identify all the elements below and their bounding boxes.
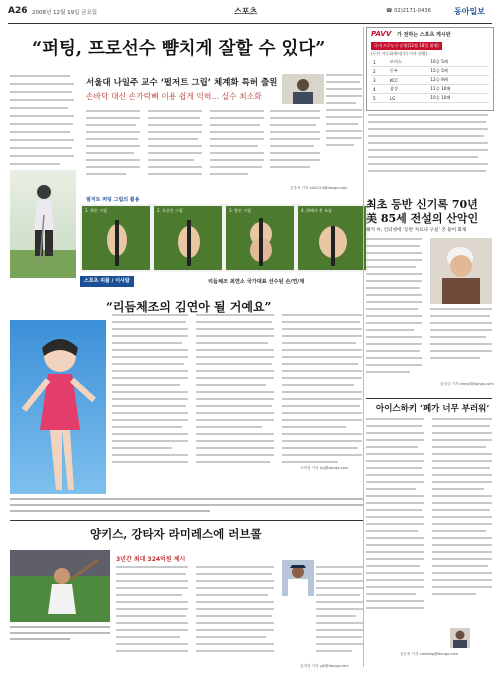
climber-byline: 김성규 기자 kimsk@donga.com bbox=[440, 382, 494, 386]
golfer-photo bbox=[10, 170, 76, 278]
yankees-subhead: 3년간 최대 324억원 제시 bbox=[116, 556, 186, 563]
standings-cell: 4 bbox=[373, 86, 376, 92]
standings-cell: 5 bbox=[373, 95, 376, 101]
golf-byline: 김종석 기자 kjs0123@donga.com bbox=[290, 186, 348, 190]
standings-cell: 15승 5패 bbox=[430, 68, 448, 73]
ad-table-title: 국내 프로농구 순위(12월 18일 현재) bbox=[371, 42, 442, 50]
baseball-caption bbox=[10, 626, 110, 646]
interview-banner bbox=[80, 276, 362, 287]
climber-top-text bbox=[368, 114, 488, 194]
gymnast-caption bbox=[10, 498, 364, 516]
ad-table-sub: (두산 자동화제어(주) 이자 현황) bbox=[371, 51, 428, 56]
page-number: A26 bbox=[8, 6, 28, 16]
interview-byline: 고연정 기자 kyj@donga.com bbox=[300, 466, 349, 470]
section-title: 스포츠 bbox=[234, 7, 258, 16]
standings-cell: 삼성 bbox=[389, 86, 398, 91]
standings-cell: LG bbox=[389, 95, 396, 101]
yankees-body bbox=[116, 566, 364, 662]
grip-step-1: 1. 왼손 그립 bbox=[82, 206, 150, 270]
gymnast-photo bbox=[10, 320, 106, 494]
newspaper-logo: 동아일보 bbox=[454, 6, 485, 16]
yankees-byline: 유지현 기자 yjh@donga.com bbox=[300, 664, 349, 668]
grip-step-2: 2. 오른손 그립 bbox=[154, 206, 222, 270]
standings-cell: 모비스 bbox=[389, 59, 402, 64]
golf-headline: “퍼팅, 프로선수 뺨치게 잘할 수 있다” bbox=[32, 39, 326, 59]
ice-headline: 아이스하키 ‘페가 너무 부러워’ bbox=[376, 404, 490, 414]
interview-badge: 스포츠 피플 / 이사람 bbox=[80, 276, 134, 287]
ice-body bbox=[366, 418, 492, 638]
standings-cell: 10승 10패 bbox=[430, 95, 451, 100]
standings-table bbox=[371, 58, 489, 103]
standings-cell: 16승 5패 bbox=[430, 59, 448, 64]
standings-cell: KCC bbox=[389, 77, 399, 83]
ice-byline: 김동욱 기자 creating@donga.com bbox=[400, 652, 459, 656]
yankees-headline: 양키스, 강타자 라미레스에 러브콜 bbox=[90, 527, 262, 541]
grip-step-3: 3. 양손 그립 bbox=[226, 206, 294, 270]
golf-article-body bbox=[86, 110, 264, 210]
climber-headline: 최초 등반 신기록 70년 bbox=[366, 198, 478, 211]
page-header bbox=[8, 5, 492, 24]
ice-reporter-photo bbox=[450, 628, 470, 648]
professor-photo bbox=[282, 74, 324, 104]
standings-cell: 12승 9패 bbox=[430, 77, 448, 82]
contact-phone: ☎ 02)2171-0436 bbox=[386, 8, 432, 14]
standings-cell: 동부 bbox=[389, 68, 398, 73]
sports-board-ad bbox=[366, 27, 494, 111]
baseball-photo bbox=[10, 550, 110, 622]
bottom-divider bbox=[10, 520, 364, 521]
standings-row bbox=[371, 85, 489, 94]
ad-tagline: 가 전하는 스포츠 게시판 bbox=[397, 32, 451, 38]
climber-body-right bbox=[430, 308, 492, 378]
standings-row bbox=[371, 76, 489, 85]
golf-subhead-1: 서울대 나일주 교수 ‘펄저트 그립’ 체계화 특허 출원 bbox=[86, 78, 278, 88]
standings-cell: 3 bbox=[373, 77, 376, 83]
golf-article-col4 bbox=[270, 110, 320, 180]
climber-body-left bbox=[366, 238, 422, 388]
ramirez-photo bbox=[282, 560, 314, 596]
standings-cell: 11승 10패 bbox=[430, 86, 451, 91]
grip-strip-title: 펄저트 퍼팅 그립의 활용 bbox=[86, 197, 140, 203]
issue-date: 2008년 12월 19일 금요일 bbox=[32, 10, 98, 16]
golf-subhead-2: 손바닥 대신 손가락뼈 이용 쉽게 익혀… 실수 최소화 bbox=[86, 92, 262, 101]
climber-subhead: 헤키 씨, 인터넷에 ‘등반 자료나 구실’ 궁 용어 화제 bbox=[366, 228, 467, 233]
grip-step-4: 4. 위에서 본 모습 bbox=[298, 206, 366, 270]
climber-photo bbox=[430, 238, 492, 304]
standings-row bbox=[371, 67, 489, 76]
golf-article-col5 bbox=[326, 74, 362, 174]
ice-divider bbox=[366, 398, 492, 399]
standings-cell: 1 bbox=[373, 59, 376, 65]
standings-cell: 2 bbox=[373, 68, 376, 74]
standings-row bbox=[371, 58, 489, 67]
standings-row bbox=[371, 94, 489, 103]
interview-quote: “리듬체조의 김연아 될 거예요” bbox=[106, 300, 272, 314]
interview-subject: 리듬체조 최연소 국가대표 선수된 손/연/재 bbox=[208, 279, 305, 285]
column-rule bbox=[363, 27, 364, 667]
climber-headline-2: 美 85세 전설의 산악인 bbox=[366, 212, 479, 225]
grip-strip bbox=[80, 204, 368, 272]
pavv-logo: PAVV bbox=[371, 30, 392, 38]
